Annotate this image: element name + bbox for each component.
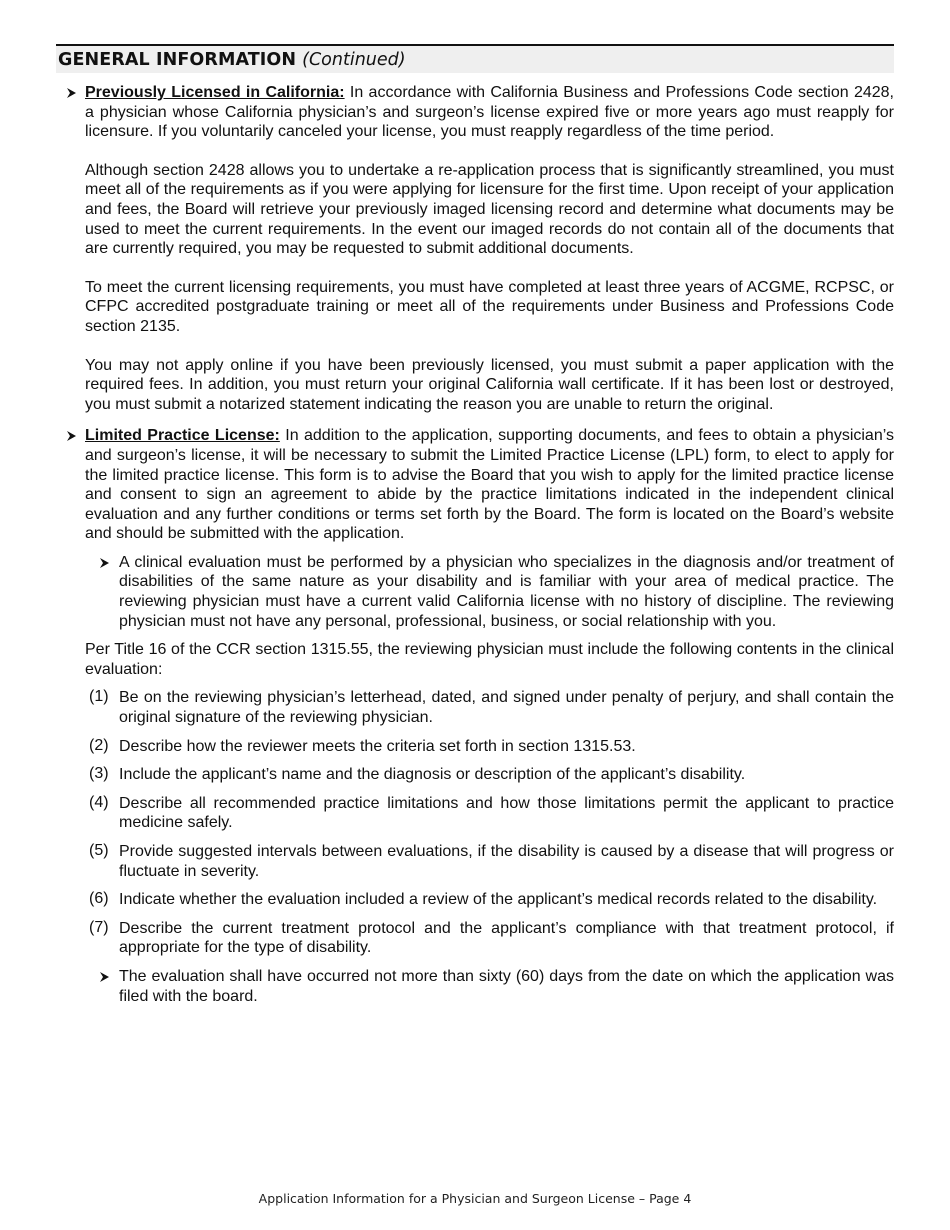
clinical-evaluation-text: A clinical evaluation must be performed by a physician who specializes in the diagnosis and/or treatment of disabilities of the same nature as your disability and is familiar with your area of medical practice. The reviewing physician must have a current valid California license with no history of discipline. The reviewing physician must not have any personal, professional, business, or social relationship with you.	[119, 553, 894, 630]
list-item-number: (5)	[89, 842, 109, 859]
previously-licensed-para2-block	[56, 161, 894, 259]
list-item-number: (2)	[89, 736, 109, 754]
limited-practice-heading: Limited Practice License:	[85, 427, 280, 445]
per-title-text: Per Title 16 of the CCR section 1315.55, the reviewing physician must include the following contents in the clinical evaluation:	[85, 641, 894, 678]
limited-practice-intro: In addition to the application, supporting documents, and fees to obtain a physician’s and surgeon’s license, it will be necessary to submit the Limited Practice License (LPL) form, to elect to apply for the limited practice license. This form is to advise the Board that you wish to apply for the limited practice license and consent to sign an agreement to abide by the practice limitations indicated in the independent clinical evaluation and any further conditions or terms set forth by the Board. The form is located on the Board’s website and should be submitted with the application.	[85, 427, 894, 543]
sub-bullet-evaluation-timing	[56, 967, 894, 1006]
list-item	[56, 737, 894, 757]
previously-licensed-para2: Although section 2428 allows you to undertake a re-application process that is significantly streamlined, you must meet all of the requirements as if you were applying for licensure for the first time. Upon receipt of your application and fees, the Board will retrieve your previously imaged licensing record and determine what documents may be used to meet the current requirements. In the event our imaged records do not contain all of the documents that are currently required, you may be requested to submit additional documents.	[85, 161, 894, 258]
list-item-number: (1)	[89, 688, 109, 706]
list-item-text: Describe all recommended practice limitations and how those limitations permit the applicant to practice medicine safely.	[119, 794, 894, 832]
previously-licensed-paragraph	[85, 83, 894, 142]
list-item-text: Provide suggested intervals between evaluations, if the disability is caused by a disease that will progress or fluctuate in severity.	[119, 843, 894, 880]
previously-licensed-para4: You may not apply online if you have been previously licensed, you must submit a paper application with the required fees. In addition, you must return your original California wall certificate. If it has been lost or destroyed, you must submit a notarized statement indicating the reason you are unable to return the original.	[85, 356, 894, 413]
list-item-text: Describe the current treatment protocol and the applicant’s compliance with that treatment protocol, if appropriate for the type of disability.	[119, 919, 894, 957]
list-item-text: Include the applicant’s name and the diagnosis or description of the applicant’s disability.	[119, 766, 746, 784]
bullet-previously-licensed	[56, 83, 894, 142]
list-item-number: (3)	[89, 765, 109, 783]
previously-licensed-para4-block	[56, 356, 894, 415]
section-header	[56, 44, 894, 73]
evaluation-timing-text: The evaluation shall have occurred not more than sixty (60) days from the date on which the application was filed with the board.	[119, 967, 894, 1005]
arrow-bullet-icon	[65, 426, 79, 446]
bullet-limited-practice	[56, 426, 894, 544]
limited-practice-paragraph	[85, 426, 894, 544]
list-item-number: (7)	[89, 918, 109, 936]
list-item	[56, 765, 894, 785]
list-item-text: Indicate whether the evaluation included a review of the applicant’s medical records related to the disability.	[119, 891, 878, 909]
list-item	[56, 688, 894, 727]
previously-licensed-heading: Previously Licensed in California:	[85, 84, 345, 101]
section-title: GENERAL INFORMATION	[58, 49, 297, 70]
list-item	[56, 842, 894, 881]
list-item-number: (4)	[89, 793, 109, 811]
list-item-text: Describe how the reviewer meets the criteria set forth in section 1315.53.	[119, 737, 636, 755]
per-title-block	[56, 640, 894, 679]
arrow-bullet-icon	[98, 553, 112, 573]
section-subtitle: (Continued)	[302, 49, 406, 70]
list-item-number: (6)	[89, 890, 109, 908]
previously-licensed-para3: To meet the current licensing requirements, you must have completed at least three years of ACGME, RCPSC, or CFPC accredited postgraduate training or meet all of the requirements under Business and Professions Code section 2135.	[85, 278, 894, 335]
arrow-bullet-icon	[98, 967, 112, 987]
list-item-text: Be on the reviewing physician’s letterhead, dated, and signed under penalty of perjury, and shall contain the original signature of the reviewing physician.	[119, 689, 894, 727]
list-item	[56, 794, 894, 833]
previously-licensed-intro: In accordance with California Business and Professions Code section 2428, a physician whose California physician’s and surgeon’s license expired five or more years ago must reapply for licensure. If you voluntarily canceled your license, you must reapply regardless of the time period.	[85, 84, 895, 141]
page-content	[56, 44, 894, 1006]
page-footer: Application Information for a Physician and Surgeon License – Page 4	[258, 1191, 692, 1206]
list-item	[56, 890, 894, 910]
sub-bullet-clinical-evaluation	[56, 553, 894, 631]
arrow-bullet-icon	[65, 83, 79, 103]
previously-licensed-para3-block	[56, 278, 894, 337]
list-item	[56, 919, 894, 958]
